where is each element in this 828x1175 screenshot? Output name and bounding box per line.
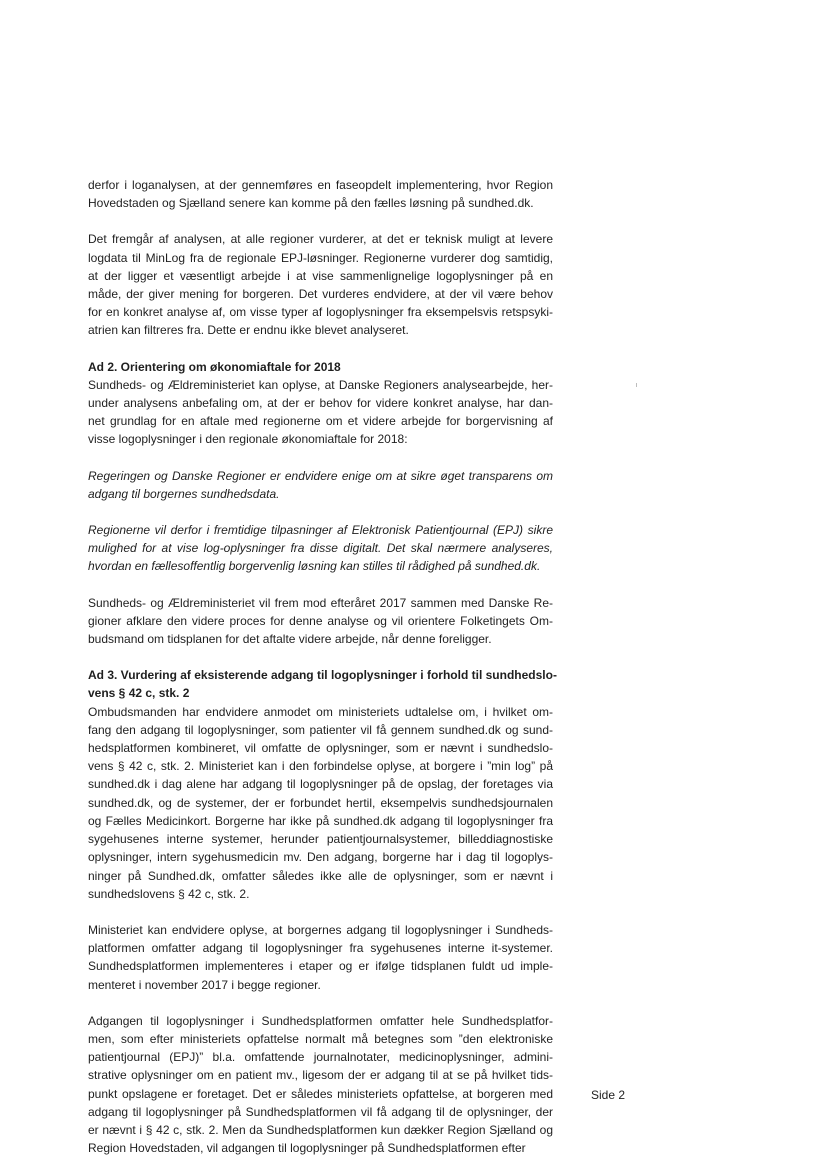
text-line: måde, der giver mening for borgeren. Det vurderes endvidere, at der vil være behov — [88, 287, 553, 302]
text-line: net grundlag for en aftale med regionerne om et videre arbejde for borgervisning af — [88, 414, 553, 429]
quote-epj — [88, 521, 553, 576]
text-line: oplysninger, intern sygehusmedicin mv. Den adgang, borgerne har i dag til logoplys- — [88, 850, 553, 865]
text-line: menteret i november 2017 i begge regioner. — [88, 977, 321, 992]
text-line: hvordan en fællesoffentlig borgervenlig løsning kan stilles til rådighed på sundhed.dk. — [88, 559, 541, 574]
text-line: Regeringen og Danske Regioner er endvidere enige om at sikre øget transparens om — [88, 468, 553, 483]
section-2-heading: Ad 2. Orientering om økonomiaftale for 2018 — [88, 359, 341, 374]
text-line: punkt opslagene er foretaget. Det er således ministeriets opfattelse, at borgeren med — [88, 1086, 553, 1101]
scan-mark — [636, 383, 637, 387]
section-3 — [88, 666, 557, 903]
text-line: platformen omfatter adgang til logoplysninger fra sygehusenes interne it-systemer. — [88, 941, 553, 956]
text-line: Regionerne vil derfor i fremtidige tilpasninger af Elektronisk Patientjournal (EPJ) sikre — [88, 523, 553, 538]
paragraph-ombudsman — [88, 703, 553, 903]
text-line: derfor i loganalysen, at der gennemføres en faseopdelt implementering, hvor Region — [88, 178, 553, 192]
text-line: Hovedstaden og Sjælland senere kan komme på den fælles løsning på sundhed.dk. — [88, 196, 534, 211]
text-line: vens § 42 c, stk. 2. Ministeriet kan i den forbindelse oplyse, at borgere i ”min log” på — [88, 759, 553, 774]
text-line: logdata til MinLog fra de regionale EPJ-løsninger. Regionerne vurderer dog samtidig, — [88, 250, 553, 265]
section-2 — [88, 358, 553, 449]
text-line: sygehusenes interne systemer, herunder patientjournalsystemer, billeddiagnostiske — [88, 832, 553, 847]
text-line: og Fælles Medicinkort. Borgerne har ikke på sundhed.dk adgang til logoplysninger fra — [88, 813, 553, 828]
document-body — [88, 176, 557, 1175]
text-line: men, som efter ministeriets opfattelse normalt må betegnes som ”den elektroniske — [88, 1031, 553, 1046]
quote-transparency — [88, 467, 553, 503]
text-line: ninger på Sundhed.dk, omfatter således ikke alle de oplysninger, som er nævnt i — [88, 868, 553, 883]
text-line: mulighed for at vise log-oplysninger fra disse digitalt. Det skal nærmere analyseres, — [88, 541, 553, 556]
text-line: Ombudsmanden har endvidere anmodet om ministeriets udtalelse om, i hvilket om- — [88, 704, 553, 719]
text-line: under analysens anbefaling om, at der er behov for videre konkret analyse, har dan- — [88, 396, 553, 411]
text-line: Region Hovedstaden, vil adgangen til logoplysninger på Sundhedsplatformen efter — [88, 1141, 526, 1156]
paragraph-process — [88, 594, 553, 649]
text-line: hedsplatformen kombineret, vil omfatte de oplysninger, som er nævnt i sundhedslo- — [88, 741, 553, 756]
text-line: adgang til logoplysninger på Sundhedsplatformen vil få adgang til de oplysninger, der — [88, 1104, 553, 1119]
text-line: Det fremgår af analysen, at alle regioner vurderer, at det er teknisk muligt at levere — [88, 232, 553, 247]
paragraph-access-scope — [88, 1012, 553, 1158]
text-line: for en konkret analyse af, om visse typer af logoplysninger fra eksempelsvis retspsyki- — [88, 305, 553, 320]
text-line: atrien kan filtreres fra. Dette er endnu ikke blevet analyseret. — [88, 323, 409, 338]
text-line: adgang til borgernes sundhedsdata. — [88, 486, 280, 501]
text-line: visse logoplysninger i den regionale økonomiaftale for 2018: — [88, 432, 408, 447]
text-line: gioner afklare den videre proces for denne analyse og vil orientere Folketingets Om- — [88, 613, 553, 628]
text-line: fang den adgang til logoplysninger, som patienter vil få gennem sundhed.dk og sund- — [88, 722, 553, 737]
paragraph-economy-agreement — [88, 376, 553, 449]
text-line: sundhed.dk i dag alene har adgang til logoplysninger på de opslag, der foretages via — [88, 777, 553, 792]
page-number: Side 2 — [591, 1088, 626, 1102]
text-line: Sundheds- og Ældreministeriet vil frem mod efteråret 2017 sammen med Danske Re- — [88, 595, 553, 610]
text-line: budsmand om tidsplanen for det aftalte videre arbejde, når denne foreligger. — [88, 632, 492, 647]
text-line: Sundhedsplatformen implementeres i etaper og er ifølge tidsplanen fuldt ud imple- — [88, 959, 553, 974]
section-3-heading-line: Ad 3. Vurdering af eksisterende adgang til logoplysninger i forhold til sundhedslo- — [88, 668, 557, 683]
text-line: strative oplysninger om en patient mv., ligesom der er adgang til at se på hvilket tids- — [88, 1068, 553, 1083]
paragraph-sundhedsplatformen — [88, 921, 553, 994]
text-line: Ministeriet kan endvidere oplyse, at borgernes adgang til logoplysninger i Sundheds- — [88, 922, 553, 937]
paragraph-loganalysis — [88, 176, 553, 212]
text-line: Sundheds- og Ældreministeriet kan oplyse, at Danske Regioners analysearbejde, her- — [88, 377, 553, 392]
text-line: Adgangen til logoplysninger i Sundhedsplatformen omfatter hele Sundhedsplatfor- — [88, 1013, 553, 1028]
paragraph-analysis — [88, 230, 553, 339]
text-line: patientjournal (EPJ)” bl.a. omfattende journalnotater, medicinoplysninger, admini- — [88, 1050, 553, 1065]
text-line: sundhedslovens § 42 c, stk. 2. — [88, 886, 250, 901]
text-line: sundhed.dk, og de systemer, der er forbundet hertil, eksempelvis sundhedsjournalen — [88, 795, 553, 810]
text-line: at der ligger et væsentligt arbejde i at vise sammenlignelige logoplysninger på en — [88, 268, 553, 283]
text-line: er nævnt i § 42 c, stk. 2. Men da Sundhedsplatformen kun dækker Region Sjælland og — [88, 1122, 553, 1137]
section-3-heading-line: vens § 42 c, stk. 2 — [88, 686, 190, 701]
